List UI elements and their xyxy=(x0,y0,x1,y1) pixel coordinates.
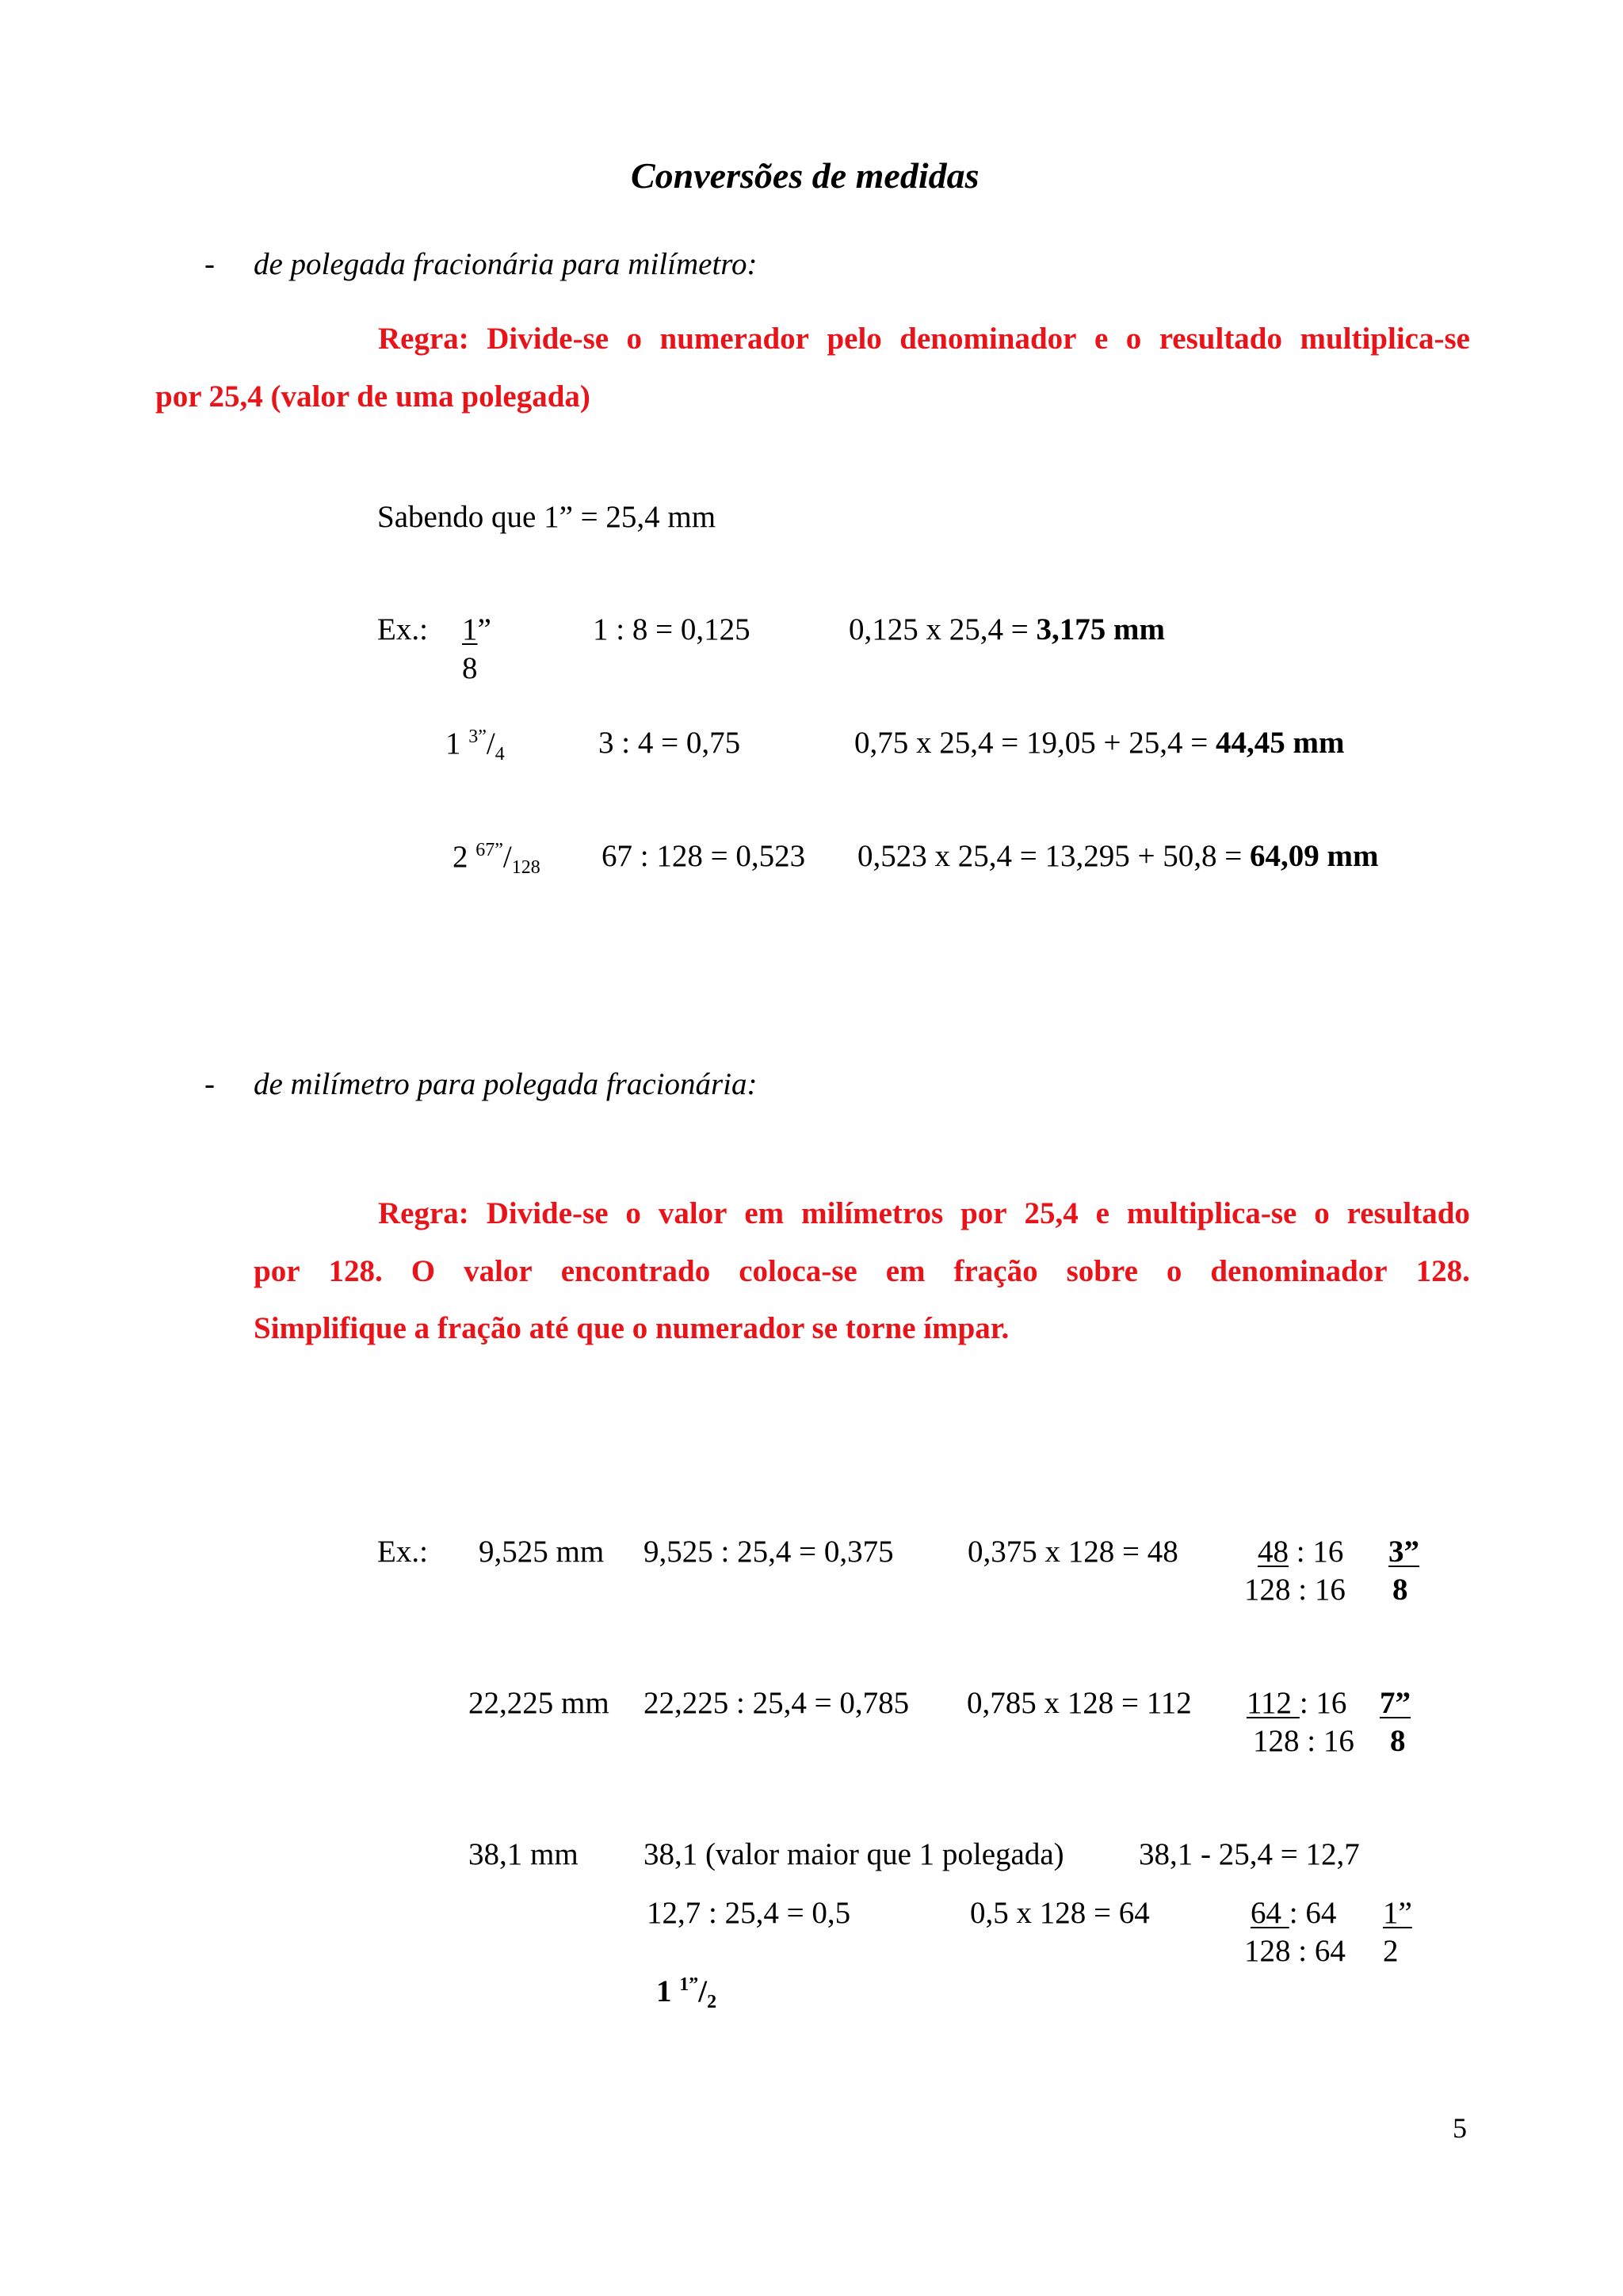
s1-ex1-num: 1 xyxy=(462,612,478,646)
rule-word: e xyxy=(1094,322,1109,356)
s1-ex3-division: 67 : 128 = 0,523 xyxy=(601,839,806,873)
s2-ex1-den: 128 xyxy=(1244,1573,1291,1607)
s1-ex3-mixed-fraction xyxy=(453,841,540,877)
s2-ex1-den-op: : 16 xyxy=(1290,1573,1346,1607)
rule-word: 128. xyxy=(328,1254,383,1288)
rule-word: 25,4 xyxy=(1024,1196,1079,1230)
s2-ex1-fraction-numerator xyxy=(1258,1536,1343,1567)
s2-ex3-mm: 38,1 mm xyxy=(468,1837,579,1871)
rule-word: em xyxy=(885,1254,926,1288)
s2-ex3-division: 12,7 : 25,4 = 0,5 xyxy=(647,1896,851,1930)
rule-word: multiplica-se xyxy=(1126,1196,1297,1230)
s2-ex3-final-whole: 1 xyxy=(656,1974,672,2008)
section1-ex-label: Ex.: xyxy=(377,612,428,646)
s1-ex2-mixed-fraction xyxy=(445,727,505,764)
s1-ex2-calc-expr: 0,75 x 25,4 = 19,05 + 25,4 = xyxy=(854,726,1216,760)
rule-word: o xyxy=(626,322,643,356)
section1-heading: de polegada fracionária para milímetro: xyxy=(254,247,758,281)
rule-word: por xyxy=(254,1254,300,1288)
s1-ex2-num: 3” xyxy=(468,727,487,747)
rule-word: numerador xyxy=(659,322,809,356)
s2-ex3-fraction-numerator xyxy=(1251,1897,1336,1928)
section2-rule-line2 xyxy=(254,1256,1470,1287)
rule-word: coloca-se xyxy=(739,1254,857,1288)
s1-ex3-whole: 2 xyxy=(453,840,468,874)
rule-word: milímetros xyxy=(801,1196,944,1230)
section2-rule-line1 xyxy=(378,1198,1470,1229)
rule-word: e xyxy=(1095,1196,1109,1230)
s1-ex1-inch-mark: ” xyxy=(477,612,491,646)
s1-ex2-whole: 1 xyxy=(445,727,461,761)
section2-rule-line3: Simplifique a fração até que o numerador se torne ímpar. xyxy=(254,1311,1010,1345)
s1-ex3-slash: / xyxy=(502,840,512,874)
section2-heading: de milímetro para polegada fracionária: xyxy=(254,1067,758,1101)
rule-word: valor xyxy=(658,1196,727,1230)
rule-word: pelo xyxy=(827,322,882,356)
s1-ex2-den: 4 xyxy=(495,744,505,765)
s2-ex2-division: 22,225 : 25,4 = 0,785 xyxy=(643,1686,910,1720)
s1-ex3-calc xyxy=(857,841,1378,871)
s2-ex2-multiplication: 0,785 x 128 = 112 xyxy=(967,1686,1192,1720)
s2-ex3-num: 64 xyxy=(1251,1896,1289,1930)
rule-word: Divide-se xyxy=(487,322,609,356)
s1-ex3-result: 64,09 mm xyxy=(1249,839,1379,873)
s2-ex2-fraction-numerator xyxy=(1247,1688,1346,1718)
s2-ex3-result-den: 2 xyxy=(1383,1934,1399,1968)
s1-ex2-result: 44,45 mm xyxy=(1215,726,1345,760)
s2-ex1-num-op: : 16 xyxy=(1289,1535,1344,1569)
s1-ex3-calc-expr: 0,523 x 25,4 = 13,295 + 50,8 = xyxy=(857,839,1250,873)
rule-word: Regra: xyxy=(378,1196,469,1230)
s2-ex3-note: 38,1 (valor maior que 1 polegada) xyxy=(643,1837,1064,1871)
s1-ex1-calc-expr: 0,125 x 25,4 = xyxy=(849,612,1037,646)
s2-ex1-multiplication: 0,375 x 128 = 48 xyxy=(968,1535,1178,1569)
page-title: Conversões de medidas xyxy=(631,155,980,196)
rule-word: por xyxy=(960,1196,1007,1230)
s1-ex1-division: 1 : 8 = 0,125 xyxy=(593,612,750,646)
rule-word: 128. xyxy=(1415,1254,1470,1288)
rule-word: fração xyxy=(953,1254,1038,1288)
s2-ex2-result-den: 8 xyxy=(1390,1724,1406,1758)
rule-word: o xyxy=(625,1196,641,1230)
s2-ex2-result-num: 7” xyxy=(1380,1686,1411,1720)
rule-word: o xyxy=(1314,1196,1330,1230)
s2-ex1-result-den: 8 xyxy=(1392,1573,1408,1607)
s2-ex1-result-num: 3” xyxy=(1388,1535,1419,1569)
section2-ex-label: Ex.: xyxy=(377,1535,428,1569)
s1-ex1-calc xyxy=(849,614,1165,645)
s1-ex3-den: 128 xyxy=(511,857,540,878)
rule-word: resultado xyxy=(1346,1196,1470,1230)
s1-ex2-calc xyxy=(854,727,1344,758)
rule-word: o xyxy=(1166,1254,1182,1288)
rule-word: sobre xyxy=(1066,1254,1138,1288)
s2-ex2-mm: 22,225 mm xyxy=(468,1686,609,1720)
s2-ex2-fraction-denominator xyxy=(1253,1726,1354,1756)
s1-ex1-result: 3,175 mm xyxy=(1036,612,1165,646)
rule-word: valor xyxy=(464,1254,533,1288)
s2-ex3-multiplication: 0,5 x 128 = 64 xyxy=(970,1896,1150,1930)
s2-ex2-num: 112 xyxy=(1247,1686,1300,1720)
s2-ex1-fraction-denominator xyxy=(1244,1574,1346,1605)
s2-ex2-num-op: : 16 xyxy=(1299,1686,1347,1720)
page-number: 5 xyxy=(1453,2112,1467,2144)
s2-ex2-den-op: : 16 xyxy=(1299,1724,1354,1758)
s2-ex3-num-op: : 64 xyxy=(1289,1896,1337,1930)
rule-word: denominador xyxy=(1210,1254,1388,1288)
s2-ex3-final-slash: / xyxy=(698,1974,708,2008)
section1-bullet: - xyxy=(204,247,215,281)
rule-word: encontrado xyxy=(560,1254,711,1288)
section1-rule-line1 xyxy=(378,323,1470,354)
s2-ex3-den: 128 xyxy=(1244,1934,1291,1968)
s2-ex3-final-mixed-fraction xyxy=(656,1975,716,2012)
rule-word: Regra: xyxy=(378,322,469,356)
rule-word: o xyxy=(1125,322,1142,356)
rule-word: em xyxy=(744,1196,785,1230)
rule-word: denominador xyxy=(899,322,1077,356)
s2-ex1-division: 9,525 : 25,4 = 0,375 xyxy=(643,1535,894,1569)
s1-ex1-fraction-numerator xyxy=(462,614,491,645)
s1-ex1-fraction-denominator: 8 xyxy=(462,651,478,685)
s1-ex2-division: 3 : 4 = 0,75 xyxy=(598,726,741,760)
rule-word: resultado xyxy=(1159,322,1282,356)
rule-word: multiplica-se xyxy=(1300,322,1470,356)
s2-ex3-fraction-denominator xyxy=(1244,1936,1346,1966)
s2-ex1-mm: 9,525 mm xyxy=(479,1535,605,1569)
rule-word: O xyxy=(411,1254,436,1288)
s1-ex3-num: 67” xyxy=(475,840,503,860)
s2-ex3-final-num: 1” xyxy=(679,1974,699,1995)
s2-ex3-subtraction: 38,1 - 25,4 = 12,7 xyxy=(1139,1837,1360,1871)
s2-ex2-den: 128 xyxy=(1253,1724,1300,1758)
s2-ex3-den-op: : 64 xyxy=(1290,1934,1346,1968)
s2-ex3-result-num: 1” xyxy=(1383,1896,1412,1930)
section2-bullet: - xyxy=(204,1067,215,1101)
section1-rule-line2: por 25,4 (valor de uma polegada) xyxy=(155,379,590,414)
s1-ex2-slash: / xyxy=(486,727,495,761)
s2-ex1-num: 48 xyxy=(1258,1535,1289,1569)
rule-word: Divide-se xyxy=(486,1196,609,1230)
s2-ex3-final-den: 2 xyxy=(707,1992,717,2012)
section1-known: Sabendo que 1” = 25,4 mm xyxy=(377,500,716,534)
